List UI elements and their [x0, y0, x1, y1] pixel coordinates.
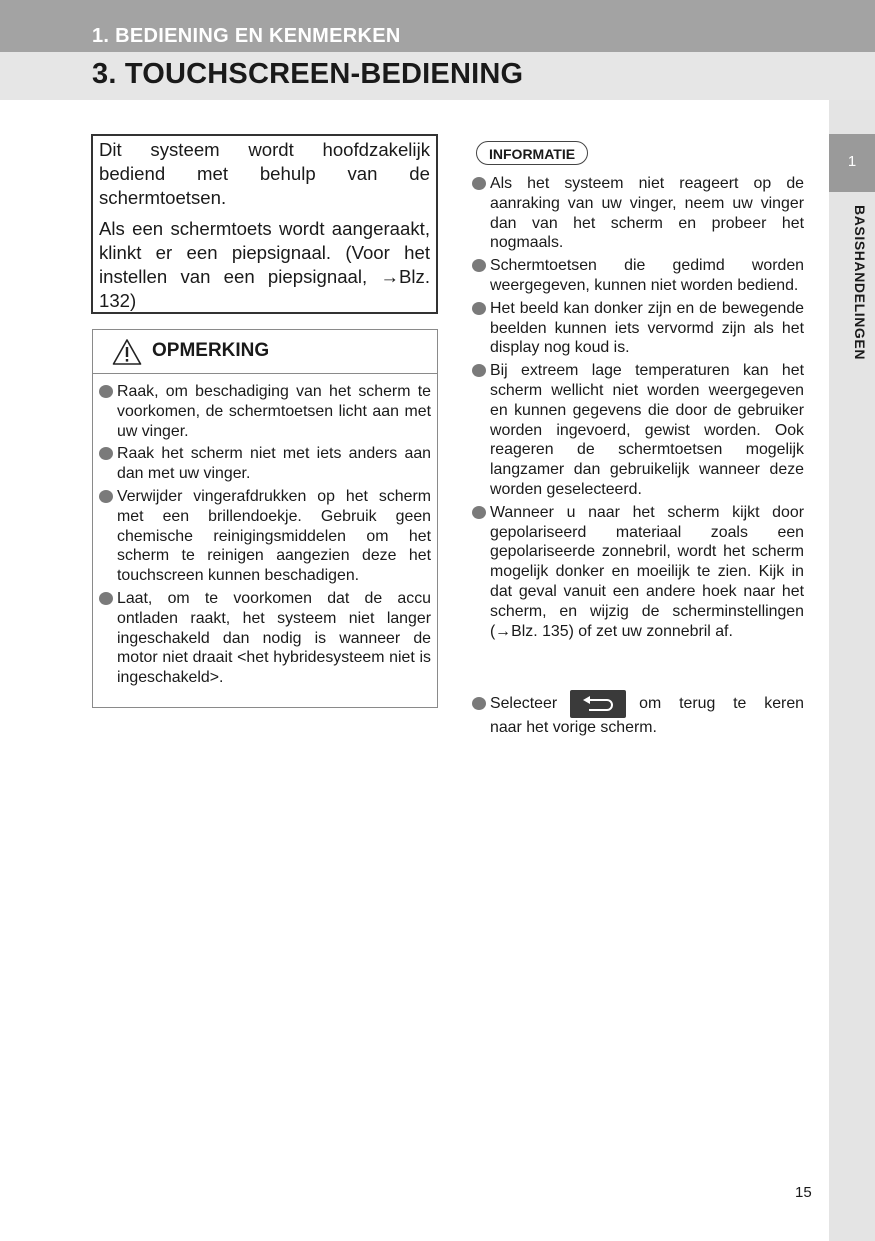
list-item: Het beeld kan donker zijn en de bewegende beelden kunnen iets vervormd zijn als het display nog koud is. — [472, 299, 804, 358]
caution-list — [99, 382, 431, 691]
list-item: Als het systeem niet reageert op de aanraking van uw vinger, neem uw vinger dan van het scherm en probeer het nogmaals. — [472, 174, 804, 253]
caution-title: OPMERKING — [152, 340, 270, 361]
warning-triangle-icon — [112, 338, 142, 366]
bullet-dot-icon — [472, 364, 486, 377]
list-item: Bij extreem lage temperaturen kan het scherm wellicht niet worden weergegeven en kunnen gegevens die door de gebruiker worden ingevoerd, gewist worden. Ook reageren de schermtoetsen mogelijk langzamer dan gebruikelijk wanneer deze worden geselecteerd. — [472, 361, 804, 500]
back-arrow-icon — [581, 695, 615, 713]
list-item: Raak het scherm niet met iets anders aan dan met uw vinger. — [99, 444, 431, 484]
back-button[interactable] — [570, 690, 626, 718]
bullet-dot-icon — [99, 490, 113, 503]
list-item: Verwijder vingerafdrukken op het scherm met een brillendoekje. Gebruik geen chemische reinigingsmiddelen om het scherm te reinigen aangezien deze het touchscreen kunnen beschadigen. — [99, 487, 431, 586]
select-prefix: Selecteer — [490, 694, 558, 712]
chapter-tab[interactable]: 1 — [829, 134, 875, 192]
bullet-dot-icon — [472, 259, 486, 272]
info-list — [472, 174, 804, 644]
info-label: INFORMATIE — [476, 141, 588, 165]
select-suffix: om terug te keren — [639, 694, 804, 712]
page-number: 15 — [795, 1184, 812, 1201]
caution-header — [93, 330, 437, 374]
select-suffix-continued: naar het vorige scherm. — [490, 719, 657, 736]
list-item: Laat, om te voorkomen dat de accu ontladen raakt, het systeem niet langer ingeschakeld dan nodig is wanneer de motor niet draait <het hybridesysteem niet is ingeschakeld>. — [99, 589, 431, 688]
intro-box — [91, 134, 438, 314]
page-title: 3. TOUCHSCREEN-BEDIENING — [92, 58, 524, 90]
bullet-dot-icon — [472, 177, 486, 190]
list-item: Schermtoetsen die gedimd worden weergegeven, kunnen niet worden bediend. — [472, 256, 804, 296]
list-item: Raak, om beschadiging van het scherm te voorkomen, de schermtoetsen licht aan met uw vinger. — [99, 382, 431, 441]
bullet-dot-icon — [99, 447, 113, 460]
bullet-dot-icon — [472, 506, 486, 519]
chapter-title: 1. BEDIENING EN KENMERKEN — [92, 25, 401, 47]
bullet-dot-icon — [99, 385, 113, 398]
side-label: BASISHANDELINGEN — [852, 205, 868, 361]
bullet-dot-icon — [472, 697, 486, 710]
intro-paragraph: Dit systeem wordt hoofdzakelijk bediend met behulp van de schermtoetsen. — [99, 139, 430, 208]
bullet-dot-icon — [99, 592, 113, 605]
intro-paragraph: Als een schermtoets wordt aangeraakt, klinkt er een piepsignaal. (Voor het instellen van een piepsignaal, →Blz. 132) — [99, 218, 430, 311]
bullet-dot-icon — [472, 302, 486, 315]
select-back-instruction — [472, 689, 804, 738]
caution-box — [92, 329, 438, 708]
list-item: Wanneer u naar het scherm kijkt door gepolariseerd materiaal zoals een gepolariseerde zonnebril, wordt het scherm mogelijk donker en moeilijk te zien. Kijk in dat geval vanuit een andere hoek naar het scherm, en wijzig de scherminstellingen (→Blz. 135) of zet uw zonnebril af. — [472, 503, 804, 642]
